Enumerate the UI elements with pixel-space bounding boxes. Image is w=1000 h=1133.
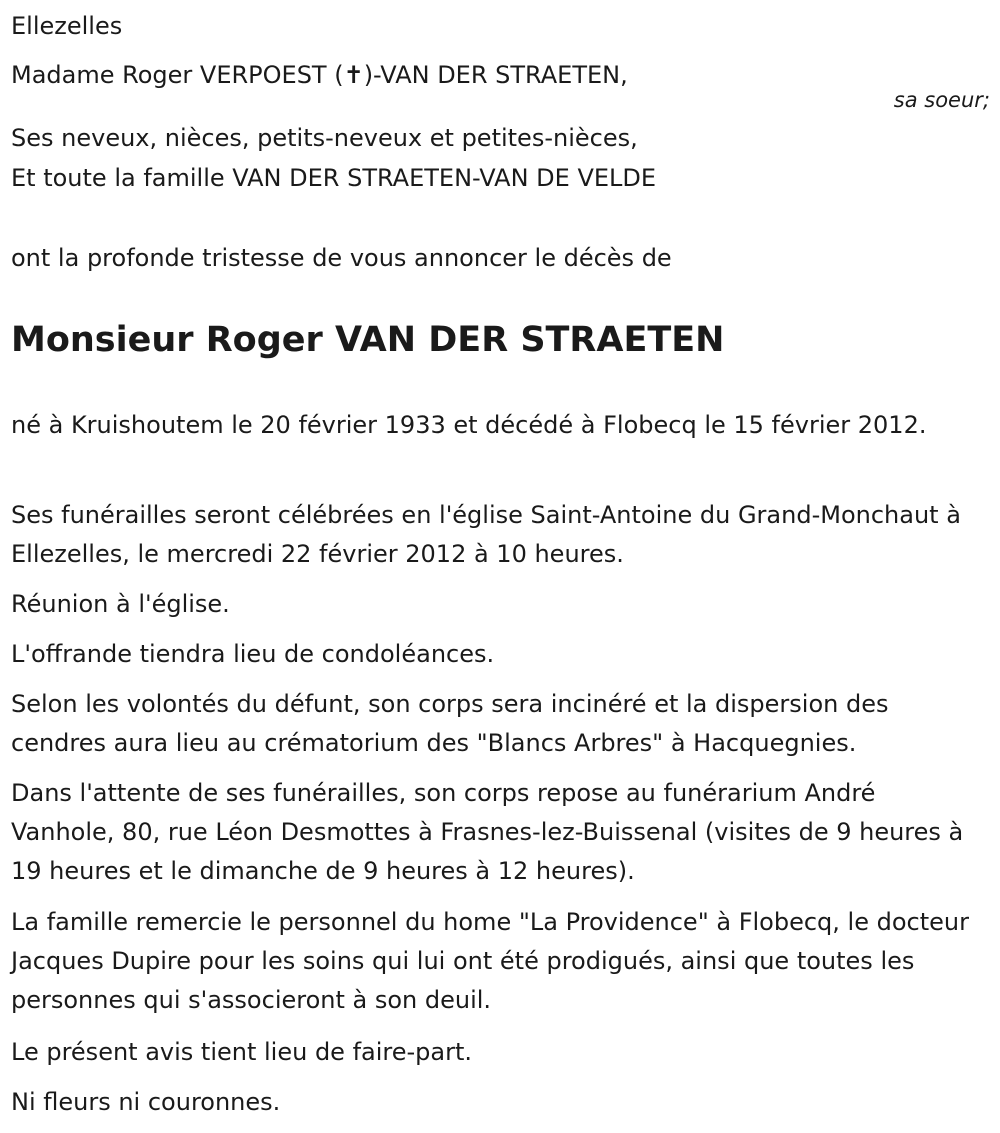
- cremation-paragraph: Selon les volontés du défunt, son corps sera incinéré et la dispersion des cendres aura lieu au crématorium des "Blancs Arbres" à Hacquegnies.: [11, 690, 889, 757]
- notice-paragraph: Le présent avis tient lieu de faire-part.: [11, 1038, 473, 1066]
- no-flowers-paragraph: Ni fleurs ni couronnes.: [11, 1088, 281, 1116]
- family-line: Et toute la famille VAN DER STRAETEN-VAN DE VELDE: [11, 164, 657, 192]
- town: Ellezelles: [11, 12, 123, 40]
- announcement: ont la profonde tristesse de vous annoncer le décès de: [11, 244, 672, 272]
- funeral-paragraph: Ses funérailles seront célébrées en l'église Saint-Antoine du Grand-Monchaut à Ellezelles, le mercredi 22 février 2012 à 10 heures.: [11, 501, 961, 568]
- deceased-name: Monsieur Roger VAN DER STRAETEN: [11, 320, 725, 360]
- thanks-paragraph: La famille remercie le personnel du home "La Providence" à Flobecq, le docteur Jacques Dupire pour les soins qui lui ont été prodigués, ainsi que toutes les personnes qui s'associeront à son deuil.: [11, 908, 969, 1014]
- nephews-line: Ses neveux, nièces, petits-neveux et petites-nièces,: [11, 124, 638, 152]
- meeting-paragraph: Réunion à l'église.: [11, 590, 230, 618]
- sister-name: Madame Roger VERPOEST (✝)-VAN DER STRAETEN,: [11, 61, 628, 89]
- birth-death-paragraph: né à Kruishoutem le 20 février 1933 et décédé à Flobecq le 15 février 2012.: [11, 411, 927, 439]
- funerarium-paragraph: Dans l'attente de ses funérailles, son corps repose au funérarium André Vanhole, 80, rue Léon Desmottes à Frasnes-lez-Buissenal (visites de 9 heures à 19 heures et le dimanche de 9 heures à 12 heures).: [11, 779, 964, 885]
- offering-paragraph: L'offrande tiendra lieu de condoléances.: [11, 640, 495, 668]
- sister-relation: sa soeur;: [893, 88, 990, 112]
